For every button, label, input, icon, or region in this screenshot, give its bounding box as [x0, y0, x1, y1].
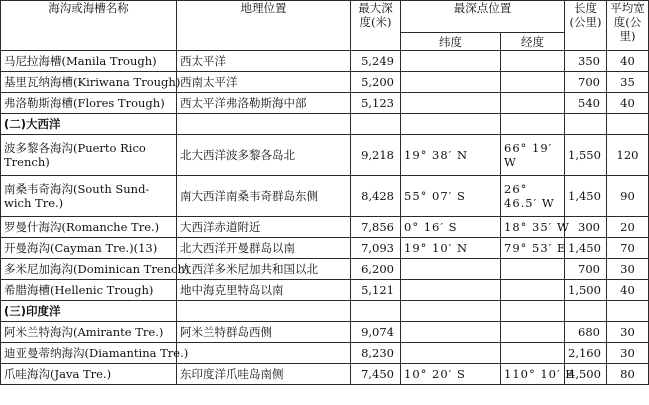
length-cell: 300 [565, 217, 607, 238]
location-cell: 西太平洋弗洛勒斯海中部 [177, 93, 351, 114]
location-cell: 阿米兰特群岛西侧 [177, 322, 351, 343]
section-row [1, 114, 649, 135]
section-row [1, 301, 649, 322]
width-cell: 80 [607, 364, 649, 385]
longitude-cell: 66° 19′ W [501, 135, 565, 176]
table-row [1, 364, 649, 385]
longitude-cell [501, 93, 565, 114]
longitude-cell [501, 259, 565, 280]
col-header-deepest-point: 最深点位置 [401, 1, 565, 33]
col-header-longitude: 经度 [501, 33, 565, 51]
longitude-cell: 110° 10′ E [501, 364, 565, 385]
section-title: (三)印度洋 [1, 301, 177, 322]
latitude-cell: 10° 20′ S [401, 364, 501, 385]
longitude-cell: 79° 53′ E [501, 238, 565, 259]
latitude-cell: 19° 10′ N [401, 238, 501, 259]
longitude-cell [501, 51, 565, 72]
depth-cell: 5,200 [351, 72, 401, 93]
latitude-cell [401, 322, 501, 343]
location-cell: 大西洋多米尼加共和国以北 [177, 259, 351, 280]
table-row [1, 176, 649, 217]
table-row [1, 217, 649, 238]
latitude-cell [401, 51, 501, 72]
width-cell: 30 [607, 259, 649, 280]
location-cell: 西太平洋 [177, 51, 351, 72]
table-row [1, 280, 649, 301]
latitude-cell [401, 72, 501, 93]
table-row [1, 322, 649, 343]
latitude-cell [401, 343, 501, 364]
table-row [1, 135, 649, 176]
name-cell: 弗洛勒斯海槽(Flores Trough) [1, 93, 177, 114]
empty-cell [565, 114, 607, 135]
name-cell: 希腊海槽(Hellenic Trough) [1, 280, 177, 301]
longitude-cell [501, 343, 565, 364]
depth-cell: 7,093 [351, 238, 401, 259]
table-row [1, 93, 649, 114]
width-cell: 120 [607, 135, 649, 176]
depth-cell: 5,121 [351, 280, 401, 301]
name-cell: 罗曼什海沟(Romanche Tre.) [1, 217, 177, 238]
length-cell: 350 [565, 51, 607, 72]
empty-cell [401, 301, 501, 322]
table-row [1, 51, 649, 72]
depth-cell: 8,230 [351, 343, 401, 364]
table-row [1, 343, 649, 364]
empty-cell [177, 114, 351, 135]
location-cell: 西南太平洋 [177, 72, 351, 93]
header-row [1, 1, 649, 33]
latitude-cell: 0° 16′ S [401, 217, 501, 238]
length-cell: 2,160 [565, 343, 607, 364]
width-cell: 40 [607, 280, 649, 301]
name-cell: 开曼海沟(Cayman Tre.)(13) [1, 238, 177, 259]
longitude-cell: 18° 35′ W [501, 217, 565, 238]
empty-cell [607, 114, 649, 135]
latitude-cell [401, 259, 501, 280]
empty-cell [607, 301, 649, 322]
length-cell: 1,550 [565, 135, 607, 176]
name-cell: 波多黎各海沟(Puerto Rico Trench) [1, 135, 177, 176]
col-header-avg-width: 平均宽度(公里) [607, 1, 649, 51]
section-title: (二)大西洋 [1, 114, 177, 135]
name-cell: 马尼拉海槽(Manila Trough) [1, 51, 177, 72]
width-cell: 40 [607, 93, 649, 114]
length-cell: 700 [565, 72, 607, 93]
latitude-cell [401, 93, 501, 114]
longitude-cell [501, 280, 565, 301]
depth-cell: 7,450 [351, 364, 401, 385]
col-header-length: 长度(公里) [565, 1, 607, 51]
location-cell: 北大西洋开曼群岛以南 [177, 238, 351, 259]
width-cell: 30 [607, 322, 649, 343]
length-cell: 1,450 [565, 238, 607, 259]
longitude-cell [501, 72, 565, 93]
width-cell: 70 [607, 238, 649, 259]
empty-cell [565, 301, 607, 322]
width-cell: 20 [607, 217, 649, 238]
depth-cell: 9,218 [351, 135, 401, 176]
name-cell: 基里瓦纳海槽(Kiriwana Trough) [1, 72, 177, 93]
latitude-cell: 19° 38′ N [401, 135, 501, 176]
table-row [1, 238, 649, 259]
col-header-name: 海沟或海槽名称 [1, 1, 177, 51]
depth-cell: 9,074 [351, 322, 401, 343]
name-cell: 多米尼加海沟(Dominican Trench) [1, 259, 177, 280]
depth-cell: 5,249 [351, 51, 401, 72]
depth-cell: 6,200 [351, 259, 401, 280]
empty-cell [351, 301, 401, 322]
location-cell: 大西洋赤道附近 [177, 217, 351, 238]
width-cell: 30 [607, 343, 649, 364]
depth-cell: 5,123 [351, 93, 401, 114]
empty-cell [501, 301, 565, 322]
col-header-max-depth: 最大深度(米) [351, 1, 401, 51]
empty-cell [177, 301, 351, 322]
col-header-location: 地理位置 [177, 1, 351, 51]
location-cell: 北大西洋波多黎各岛北 [177, 135, 351, 176]
length-cell: 1,450 [565, 176, 607, 217]
name-cell: 阿米兰特海沟(Amirante Tre.) [1, 322, 177, 343]
location-cell: 南大西洋南桑韦奇群岛东侧 [177, 176, 351, 217]
longitude-cell [501, 322, 565, 343]
table-row [1, 72, 649, 93]
empty-cell [501, 114, 565, 135]
empty-cell [351, 114, 401, 135]
name-cell: 迪亚曼蒂纳海沟(Diamantina Tre.) [1, 343, 177, 364]
empty-cell [401, 114, 501, 135]
latitude-cell [401, 280, 501, 301]
name-cell: 南桑韦奇海沟(South Sund-wich Tre.) [1, 176, 177, 217]
width-cell: 40 [607, 51, 649, 72]
location-cell [177, 343, 351, 364]
depth-cell: 7,856 [351, 217, 401, 238]
location-cell: 东印度洋爪哇岛南侧 [177, 364, 351, 385]
col-header-latitude: 纬度 [401, 33, 501, 51]
name-cell: 爪哇海沟(Java Tre.) [1, 364, 177, 385]
length-cell: 540 [565, 93, 607, 114]
width-cell: 35 [607, 72, 649, 93]
width-cell: 90 [607, 176, 649, 217]
latitude-cell: 55° 07′ S [401, 176, 501, 217]
longitude-cell: 26° 46.5′ W [501, 176, 565, 217]
length-cell: 1,500 [565, 280, 607, 301]
length-cell: 4,500 [565, 364, 607, 385]
length-cell: 680 [565, 322, 607, 343]
length-cell: 700 [565, 259, 607, 280]
table-body [1, 51, 649, 385]
table-row [1, 259, 649, 280]
location-cell: 地中海克里特岛以南 [177, 280, 351, 301]
depth-cell: 8,428 [351, 176, 401, 217]
